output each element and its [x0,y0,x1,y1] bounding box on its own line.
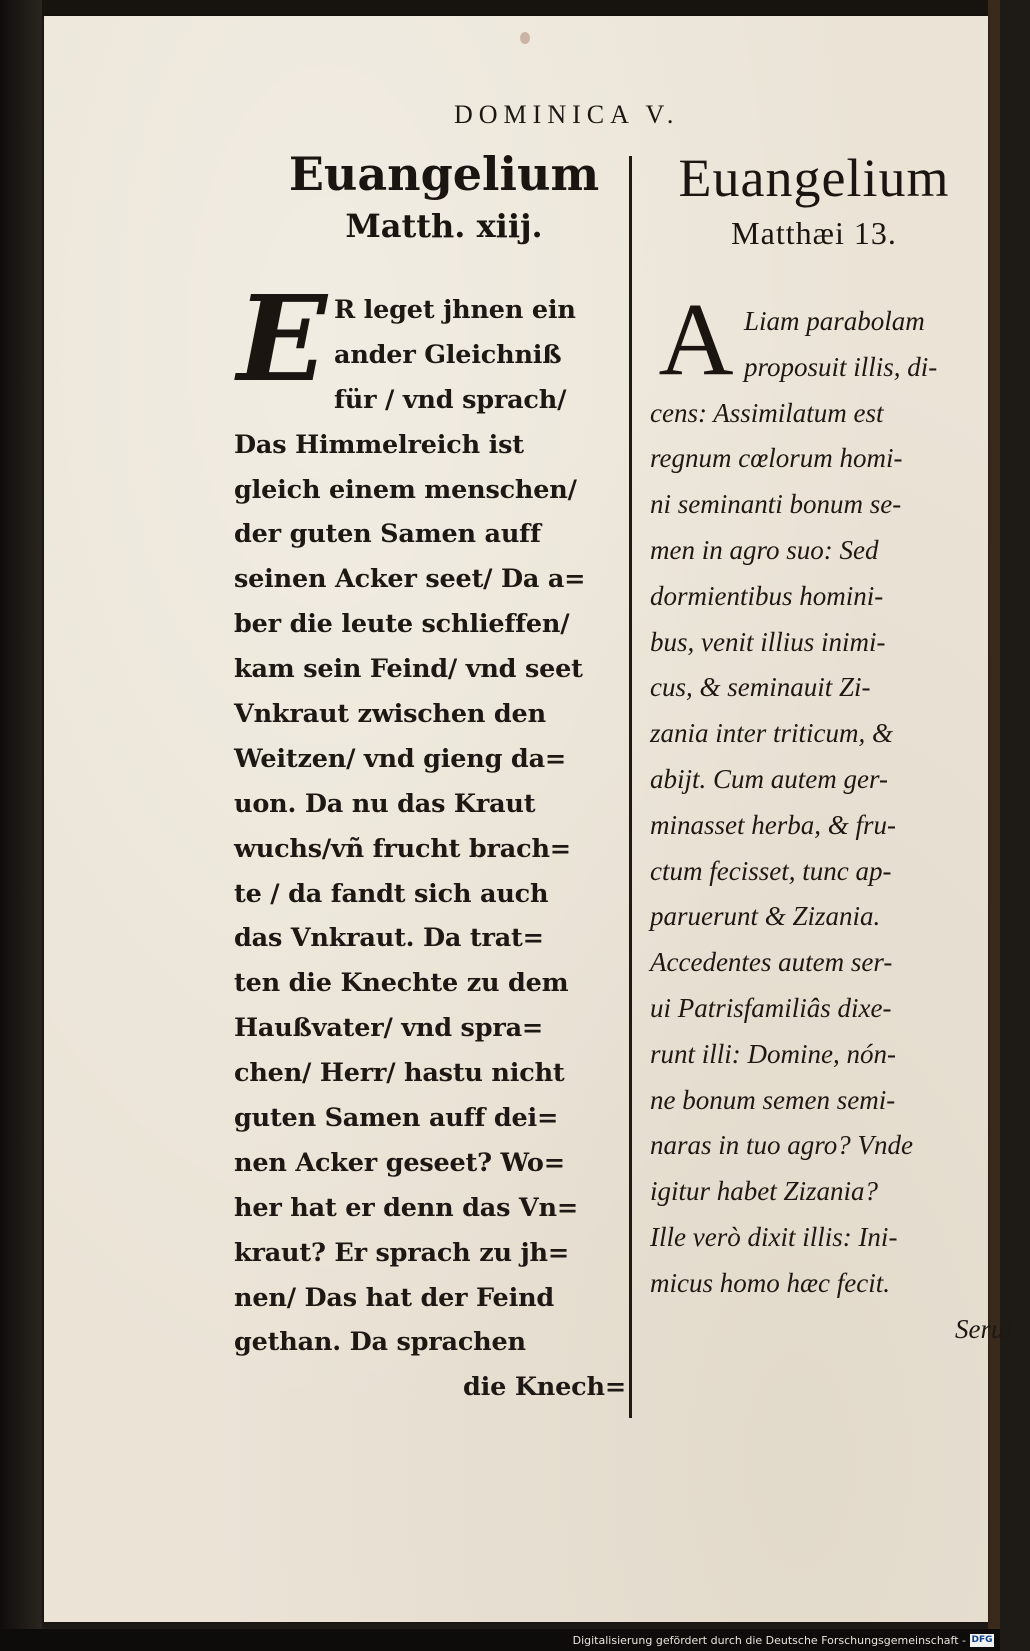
text-line: für / vnd sprach/ [334,384,567,415]
text-line: Accedentes autem ser- [650,947,893,978]
funding-note: Digitalisierung gefördert durch die Deutsche Forschungsgemeinschaft - [572,1634,966,1647]
text-line: naras in tuo agro? Vnde [650,1130,913,1161]
book-page [44,16,1012,1622]
latin-drop-initial: A [658,282,734,397]
latin-title: Euangelium [678,148,950,208]
text-line: zania inter triticum, & [650,718,893,749]
text-line: men in agro suo: Sed [650,534,879,565]
running-head: DOMINICA V. [454,100,680,129]
text-line: Liam parabolam [744,306,925,336]
text-line: cens: Assimilatum est [650,397,884,428]
text-line: Ille verò dixit illis: Ini- [650,1221,898,1252]
text-line: dormientibus homini- [650,580,884,611]
text-line: kraut? Er sprach zu jh= [234,1237,570,1268]
text-line: Weitzen/ vnd gieng da= [234,743,567,774]
text-line: minasset herba, & fru- [650,809,896,840]
text-line: kam sein Feind/ vnd seet [234,654,583,685]
text-line: Das Himmelreich ist [234,429,524,460]
text-line: nen Acker geseet? Wo= [234,1147,565,1178]
footer-bar [0,1629,1000,1651]
text-line: runt illi: Domine, nón- [650,1038,896,1069]
german-subtitle: Matth. xiij. [345,207,543,245]
text-line: ten die Knechte zu dem [234,968,569,999]
text-line: ne bonum semen semi- [650,1084,896,1115]
latin-subtitle: Matthæi 13. [731,215,897,251]
text-line: igitur habet Zizania? [650,1176,879,1207]
text-line: nen/ Das hat der Feind [234,1282,555,1313]
text-line: gethan. Da sprachen [234,1327,526,1358]
text-line: ni seminanti bonum se- [650,489,902,520]
text-line: wuchs/vñ frucht brach= [234,833,571,864]
text-line: uon. Da nu das Kraut [234,788,536,819]
catchword: die Knech= [463,1372,626,1403]
german-text [234,288,634,1410]
text-line: micus homo hæc fecit. [650,1267,890,1298]
text-line: cus, & seminauit Zi- [650,672,871,703]
text-line: Vnkraut zwischen den [234,699,546,730]
text-line: guten Samen auff dei= [234,1103,559,1134]
text-line: abijt. Cum autem ger- [650,763,888,794]
text-line: paruerunt & Zizania. [650,901,881,932]
text-line: her hat er denn das Vn= [234,1192,579,1223]
text-line: chen/ Herr/ hastu nicht [234,1058,565,1089]
text-line: der guten Samen auff [234,519,541,550]
german-drop-initial: E [237,269,327,408]
catchword: Serui [955,1313,1012,1344]
text-line: R leget jhnen ein [334,295,576,325]
scan-border-left [0,0,42,1651]
text-line: bus, venit illius inimi- [650,626,886,657]
text-line: Haußvater/ vnd spra= [234,1013,544,1044]
dfg-logo-icon: DFG [971,1635,993,1645]
text-line: proposuit illis, di- [744,351,938,382]
text-line: ander Gleichniß [334,339,562,370]
text-line: ctum fecisset, tunc ap- [650,855,892,886]
text-line: ber die leute schlieffen/ [234,609,570,640]
text-line: ui Patrisfamiliâs dixe- [650,992,892,1023]
text-line: te / da fandt sich auch [234,878,549,909]
text-line: regnum cœlorum homi- [650,443,903,474]
latin-text [650,299,1030,1352]
text-line: gleich einem menschen/ [234,474,577,505]
german-title: Euangelium [288,147,600,201]
text-line: seinen Acker seet/ Da a= [234,564,586,595]
text-line: das Vnkraut. Da trat= [234,923,544,954]
ink-spot [520,32,530,44]
